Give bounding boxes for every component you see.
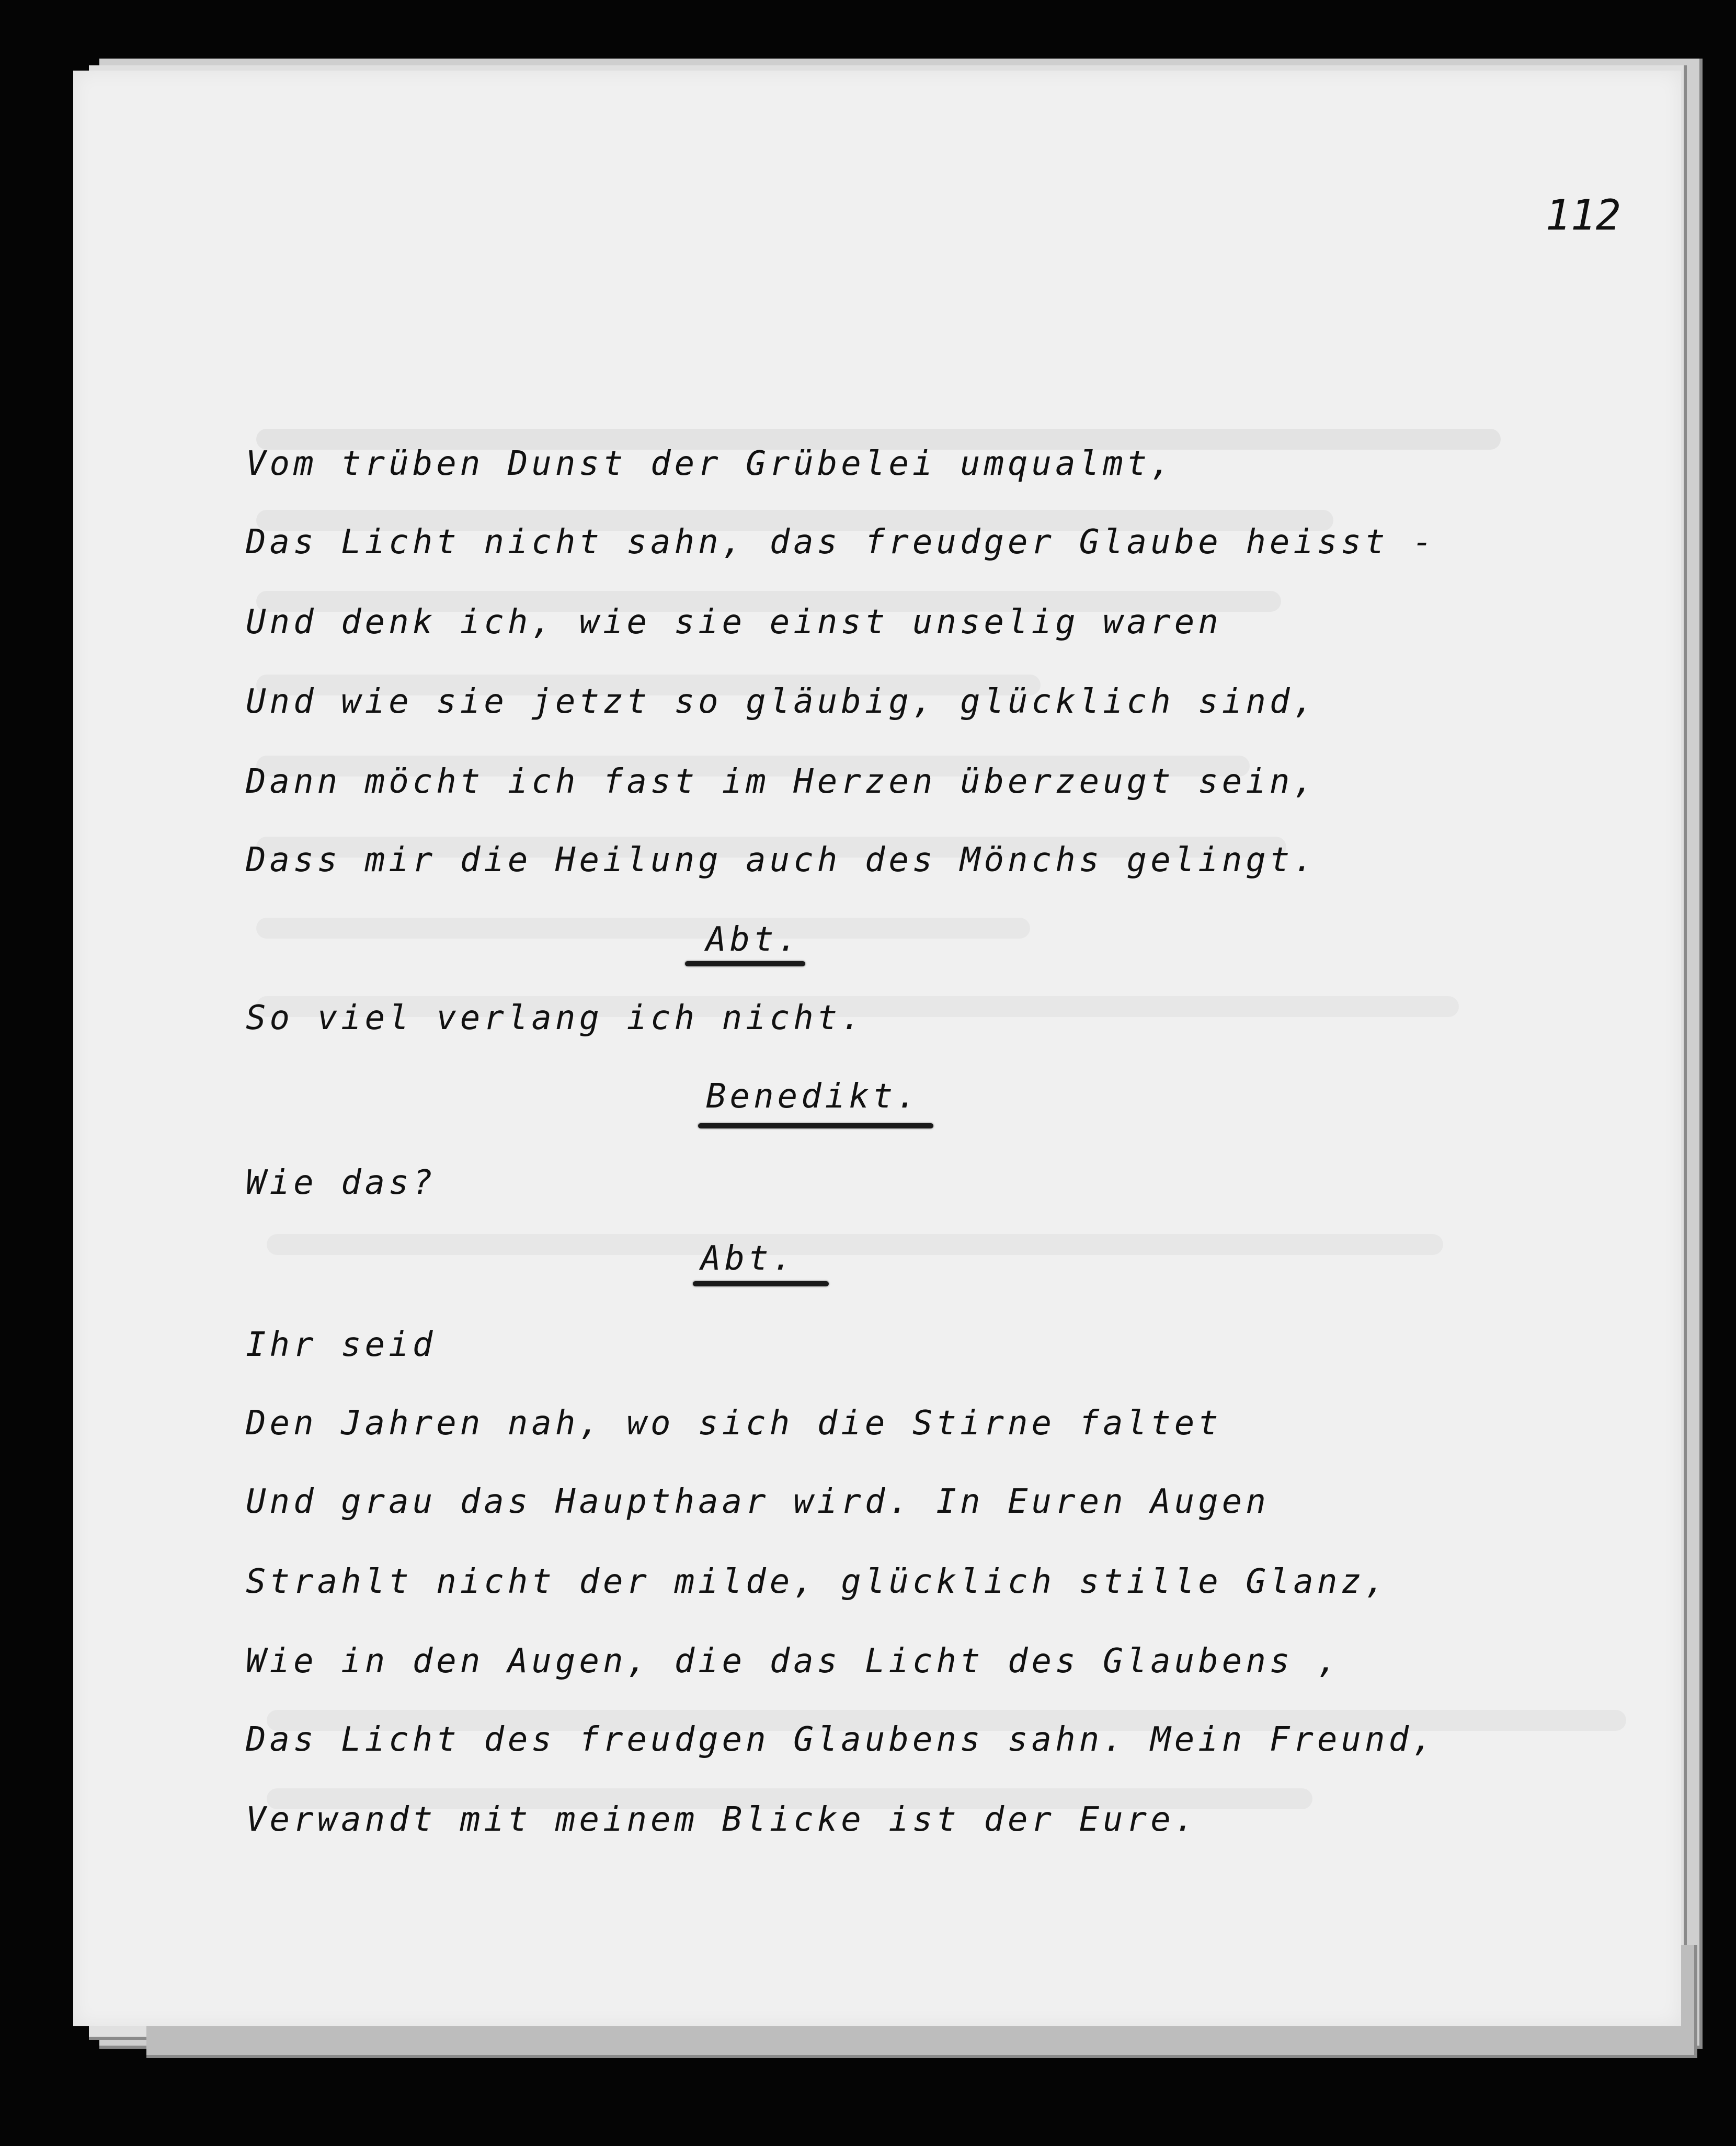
speaker-underline [693,1281,829,1286]
verse-line: Und wie sie jetzt so gläubig, glücklich sind, [246,682,1317,721]
verse-line: Verwandt mit meinem Blicke ist der Eure. [246,1800,1198,1839]
bleed-through-mark [267,1234,1443,1255]
verse-line: Und denk ich, wie sie einst unselig waren [246,603,1222,642]
verse-line: Dass mir die Heilung auch des Mönchs gelingt. [246,841,1317,880]
verse-line: Ihr seid [246,1326,437,1364]
verse-line: So viel verlang ich nicht. [246,999,865,1037]
verse-line: Und grau das Haupthaar wird. In Euren Augen [246,1482,1270,1521]
verse-line: Strahlt nicht der milde, glücklich stille Glanz, [246,1562,1389,1601]
speaker-underline [685,961,805,966]
speaker-heading: Abt. [701,1239,796,1278]
verse-line: Wie in den Augen, die das Licht des Glaubens , [246,1642,1341,1681]
page-number: 112 [1545,191,1621,239]
speaker-heading: Abt. [706,920,802,959]
verse-line: Vom trüben Dunst der Grübelei umqualmt, [246,444,1174,483]
verse-line: Das Licht des freudgen Glaubens sahn. Mein Freund, [246,1720,1436,1759]
speaker-underline [698,1123,933,1128]
speaker-heading: Benedikt. [706,1077,920,1116]
bleed-through-mark [256,918,1030,939]
verse-line: Das Licht nicht sahn, das freudger Glaube heisst - [246,523,1436,562]
verse-line: Den Jahren nah, wo sich die Stirne faltet [246,1404,1222,1443]
verse-line: Wie das? [246,1163,437,1202]
verse-line: Dann möcht ich fast im Herzen überzeugt sein, [246,762,1317,801]
